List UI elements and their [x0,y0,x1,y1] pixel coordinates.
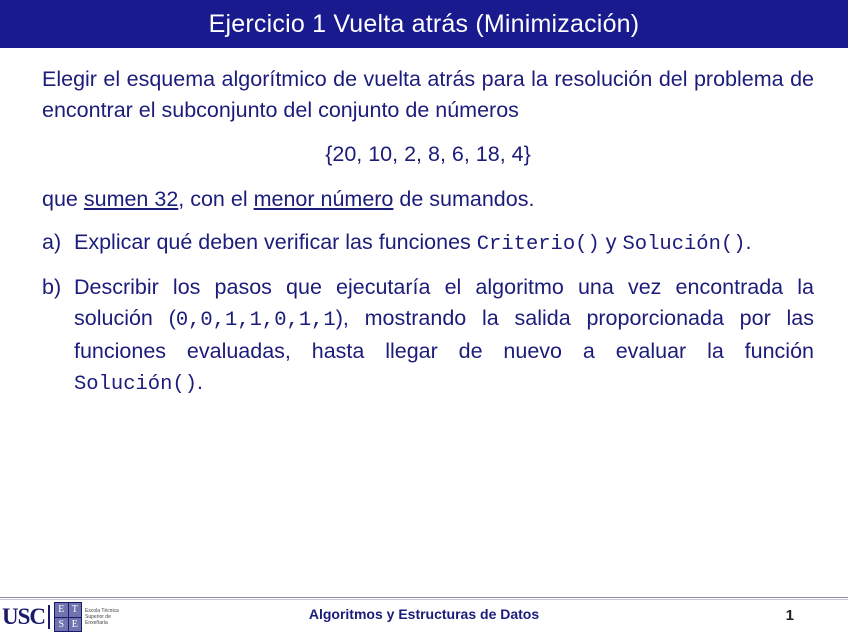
condition-min: menor número [253,187,394,211]
item-a-text3: . [745,230,752,254]
item-b-code1: 0,0,1,1,0,1,1 [175,309,336,332]
condition-sum: sumen 32 [83,187,179,211]
etse-caption: Escola Técnica Superior de Enxeñaría [85,608,119,626]
item-a-code2: Solución() [622,233,746,256]
item-b-label: b) [42,275,62,299]
etse-letter: E [69,618,82,632]
etse-letter: S [55,618,68,632]
page-number: 1 [785,607,794,624]
item-b [42,272,814,400]
usc-logo-text: USC [2,605,50,629]
slide-title-bar [0,0,848,48]
item-b-text1: Describir los pasos que ejecutaría el algoritmo una vez encontrada la solución ( [74,275,814,330]
item-a-text2: y [599,230,623,254]
footer-divider-light [0,599,848,600]
number-set: {20, 10, 2, 8, 6, 18, 4} [325,142,531,166]
condition-mid: , con el [178,187,254,211]
item-b-code2: Solución() [74,373,198,396]
item-a-text [74,227,814,260]
item-b-text2: ), mostrando la salida proporcionada por las funciones evaluadas, hasta llegar de nuevo a evaluar la función [74,306,814,363]
item-a-label: a) [42,230,62,254]
condition-prefix: que [42,187,84,211]
etse-letter: T [69,603,82,617]
slide-body [42,64,814,400]
item-a-code1: Criterio() [476,233,600,256]
footer-divider [0,597,848,598]
item-b-text3: . [197,370,204,394]
condition-line [42,184,814,215]
slide-title: Ejercicio 1 Vuelta atrás (Minimización) [208,9,640,38]
etse-letter: E [55,603,68,617]
item-b-text [74,272,814,400]
intro-paragraph: Elegir el esquema algorítmico de vuelta atrás para la resolución del problema de encontrar el subconjunto del conjunto de números [42,67,814,122]
condition-suffix: de sumandos. [393,187,535,211]
item-a-text1: Explicar qué deben verificar las funciones [74,230,477,254]
item-a [42,227,814,260]
course-name: Algoritmos y Estructuras de Datos [308,606,540,622]
